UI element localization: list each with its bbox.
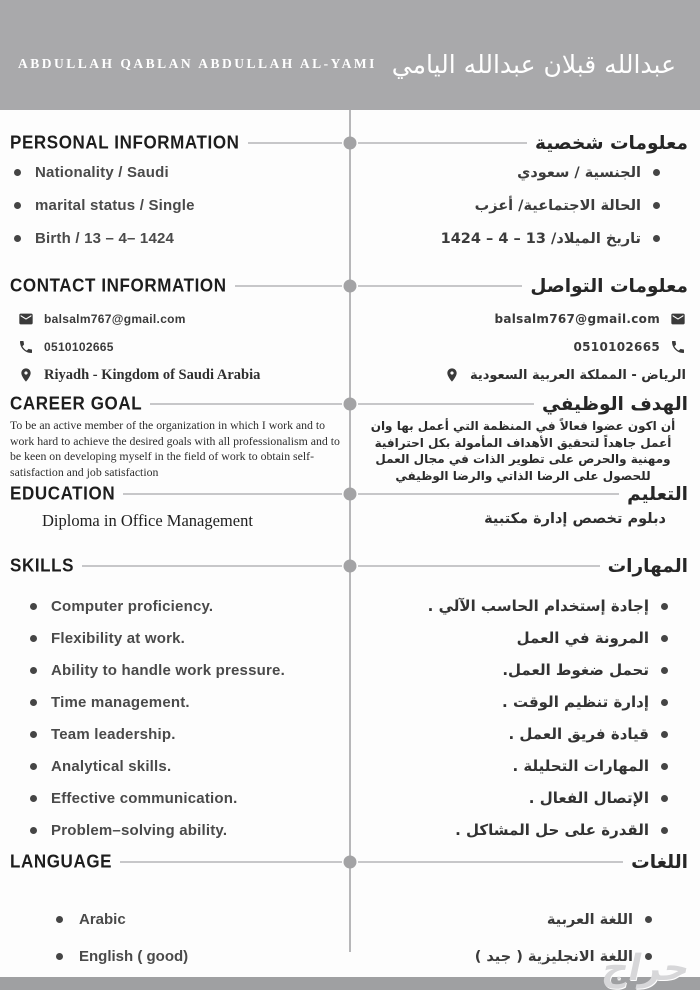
bullet-icon <box>661 731 668 738</box>
skills-title-en: SKILLS <box>10 555 75 576</box>
career-title-en: CAREER GOAL <box>10 393 143 414</box>
section-header-education <box>0 483 700 505</box>
language-text: Arabic <box>79 911 126 928</box>
bullet-icon <box>56 953 63 960</box>
section-header-personal <box>0 132 700 154</box>
personal-item-text: Nationality / Saudi <box>35 164 169 181</box>
personal-list-en <box>0 156 350 255</box>
skill-text: قيادة فريق العمل . <box>508 725 649 743</box>
list-item <box>0 622 350 654</box>
email-value: balsalm767@gmail.com <box>494 312 660 326</box>
list-item <box>0 590 350 622</box>
bullet-icon <box>30 731 37 738</box>
contact-phone-row <box>0 333 350 361</box>
list-item <box>350 782 700 814</box>
phone-icon <box>670 339 686 355</box>
bullet-icon <box>30 827 37 834</box>
education-text-ar: دبلوم تخصص إدارة مكتبية <box>484 511 666 527</box>
language-title-ar: اللغات <box>631 851 688 873</box>
skill-text: Effective communication. <box>51 789 238 807</box>
footer-bar <box>0 977 700 990</box>
skill-text: Problem–solving ability. <box>51 821 228 839</box>
skills-list-en <box>0 590 350 846</box>
skill-text: الإتصال الفعال . <box>528 789 649 807</box>
contact-title-ar: معلومات التواصل <box>530 275 688 297</box>
list-item <box>350 622 700 654</box>
header-rule <box>358 285 522 287</box>
education-text-en: Diploma in Office Management <box>42 511 253 530</box>
phone-value: 0510102665 <box>573 340 660 354</box>
skill-text: القدرة على حل المشاكل . <box>455 821 649 839</box>
skill-text: Computer proficiency. <box>51 597 214 615</box>
section-header-skills <box>0 555 700 577</box>
envelope-icon <box>670 311 686 327</box>
haraj-watermark-logo: حراج <box>599 947 695 989</box>
bullet-icon <box>14 169 21 176</box>
location-value-en: Riyadh - Kingdom of Saudi Arabia <box>44 366 261 383</box>
list-item <box>350 901 700 938</box>
career-text-en: To be an active member of the organization in which I work and to work hard to achieve the desired goals with all professionalism and to be keen on developing myself in the field of work to obtain self-satisfaction and job satisfaction <box>10 418 340 479</box>
bullet-icon <box>30 763 37 770</box>
education-title-ar: التعليم <box>627 483 688 505</box>
skill-text: تحمل ضغوط العمل. <box>502 661 649 679</box>
personal-item-text: الحالة الاجتماعية/ أعزب <box>474 197 641 214</box>
bullet-icon <box>661 635 668 642</box>
list-item <box>350 750 700 782</box>
education-title-en: EDUCATION <box>10 483 116 504</box>
phone-value: 0510102665 <box>44 340 114 354</box>
bullet-icon <box>653 169 660 176</box>
header-rule <box>358 493 619 495</box>
contact-list-en <box>0 305 350 389</box>
section-header-career <box>0 393 700 415</box>
list-item <box>0 750 350 782</box>
bullet-icon <box>653 202 660 209</box>
list-item <box>350 686 700 718</box>
list-item <box>0 686 350 718</box>
language-title-en: LANGUAGE <box>10 851 113 872</box>
email-value: balsalm767@gmail.com <box>44 312 186 326</box>
skill-text: المرونة في العمل <box>516 629 649 647</box>
list-item <box>0 782 350 814</box>
list-item <box>0 156 350 189</box>
divider-dot <box>344 137 357 150</box>
bullet-icon <box>661 763 668 770</box>
contact-email-row <box>350 305 700 333</box>
list-item <box>350 814 700 846</box>
header-rule <box>123 493 342 495</box>
list-item <box>0 189 350 222</box>
location-pin-icon <box>444 367 460 383</box>
bullet-icon <box>30 699 37 706</box>
divider-dot <box>344 856 357 869</box>
list-item <box>350 590 700 622</box>
skill-text: Analytical skills. <box>51 757 172 775</box>
list-item <box>350 222 700 255</box>
column-divider-line <box>349 110 351 952</box>
contact-email-row <box>0 305 350 333</box>
list-item <box>0 654 350 686</box>
contact-title-en: CONTACT INFORMATION <box>10 275 227 296</box>
bullet-icon <box>30 667 37 674</box>
language-text: اللغة الانجليزية ( جيد ) <box>474 948 633 965</box>
bullet-icon <box>661 603 668 610</box>
list-item <box>350 718 700 750</box>
list-item <box>350 156 700 189</box>
personal-item-text: الجنسية / سعودي <box>517 164 641 181</box>
header-rule <box>150 403 342 405</box>
skill-text: المهارات التحليلة . <box>512 757 649 775</box>
language-list-en <box>0 901 350 975</box>
bullet-icon <box>14 235 21 242</box>
bullet-icon <box>653 235 660 242</box>
bullet-icon <box>30 635 37 642</box>
divider-dot <box>344 398 357 411</box>
list-item <box>0 814 350 846</box>
bullet-icon <box>661 827 668 834</box>
skill-text: Time management. <box>51 693 190 711</box>
header-rule <box>235 285 342 287</box>
header-rule <box>358 403 534 405</box>
header-rule <box>358 142 527 144</box>
list-item <box>350 189 700 222</box>
header-rule <box>248 142 342 144</box>
bullet-icon <box>645 916 652 923</box>
header-bar <box>0 0 700 110</box>
contact-list-ar <box>350 305 700 389</box>
personal-item-text: تاريخ الميلاد/ 13 – 4 – 1424 <box>440 230 641 247</box>
header-rule <box>82 565 342 567</box>
career-title-ar: الهدف الوظيفي <box>541 393 688 415</box>
header-rule <box>120 861 342 863</box>
skills-list-ar <box>350 590 700 846</box>
section-header-contact <box>0 275 700 297</box>
divider-dot <box>344 280 357 293</box>
bullet-icon <box>661 699 668 706</box>
language-text: English ( good) <box>79 948 189 965</box>
personal-title-ar: معلومات شخصية <box>534 132 688 154</box>
career-text-ar: أن اكون عضوا فعالاً في المنظمة التي أعمل بها وان أعمل جاهداً لتحقيق الأهداف المأمولة بكل احترافية ومهنية والحرص على تطوير الذات في مجال العمل للحصول على الرضا الذاتي والرضا الوظيفي <box>370 419 676 483</box>
header-rule <box>358 565 600 567</box>
personal-title-en: PERSONAL INFORMATION <box>10 132 240 153</box>
skills-title-ar: المهارات <box>607 555 688 577</box>
header-rule <box>358 861 623 863</box>
list-item <box>0 938 350 975</box>
list-item <box>0 718 350 750</box>
bullet-icon <box>30 603 37 610</box>
location-value-ar: الرياض - المملكة العربية السعودية <box>469 367 686 383</box>
personal-list-ar <box>350 156 700 255</box>
skill-text: Team leadership. <box>51 725 176 743</box>
personal-item-text: marital status / Single <box>35 197 195 214</box>
bullet-icon <box>56 916 63 923</box>
contact-phone-row <box>350 333 700 361</box>
language-text: اللغة العربية <box>546 911 633 928</box>
personal-item-text: Birth / 13 – 4– 1424 <box>35 230 175 247</box>
section-header-language <box>0 851 700 873</box>
name-english: ABDULLAH QABLAN ABDULLAH AL-YAMI <box>18 56 377 71</box>
name-arabic: عبدالله قبلان عبدالله اليامي <box>391 49 676 79</box>
divider-dot <box>344 560 357 573</box>
location-pin-icon <box>18 367 34 383</box>
bullet-icon <box>661 667 668 674</box>
skill-text: إدارة تنظيم الوقت . <box>502 693 649 711</box>
bullet-icon <box>30 795 37 802</box>
envelope-icon <box>18 311 34 327</box>
skill-text: إجادة إستخدام الحاسب الآلي . <box>427 597 649 615</box>
divider-dot <box>344 488 357 501</box>
skill-text: Flexibility at work. <box>51 629 186 647</box>
contact-location-row <box>0 361 350 389</box>
bullet-icon <box>14 202 21 209</box>
contact-location-row <box>350 361 700 389</box>
list-item <box>0 901 350 938</box>
list-item <box>0 222 350 255</box>
skill-text: Ability to handle work pressure. <box>51 661 285 679</box>
bullet-icon <box>661 795 668 802</box>
phone-icon <box>18 339 34 355</box>
list-item <box>350 654 700 686</box>
